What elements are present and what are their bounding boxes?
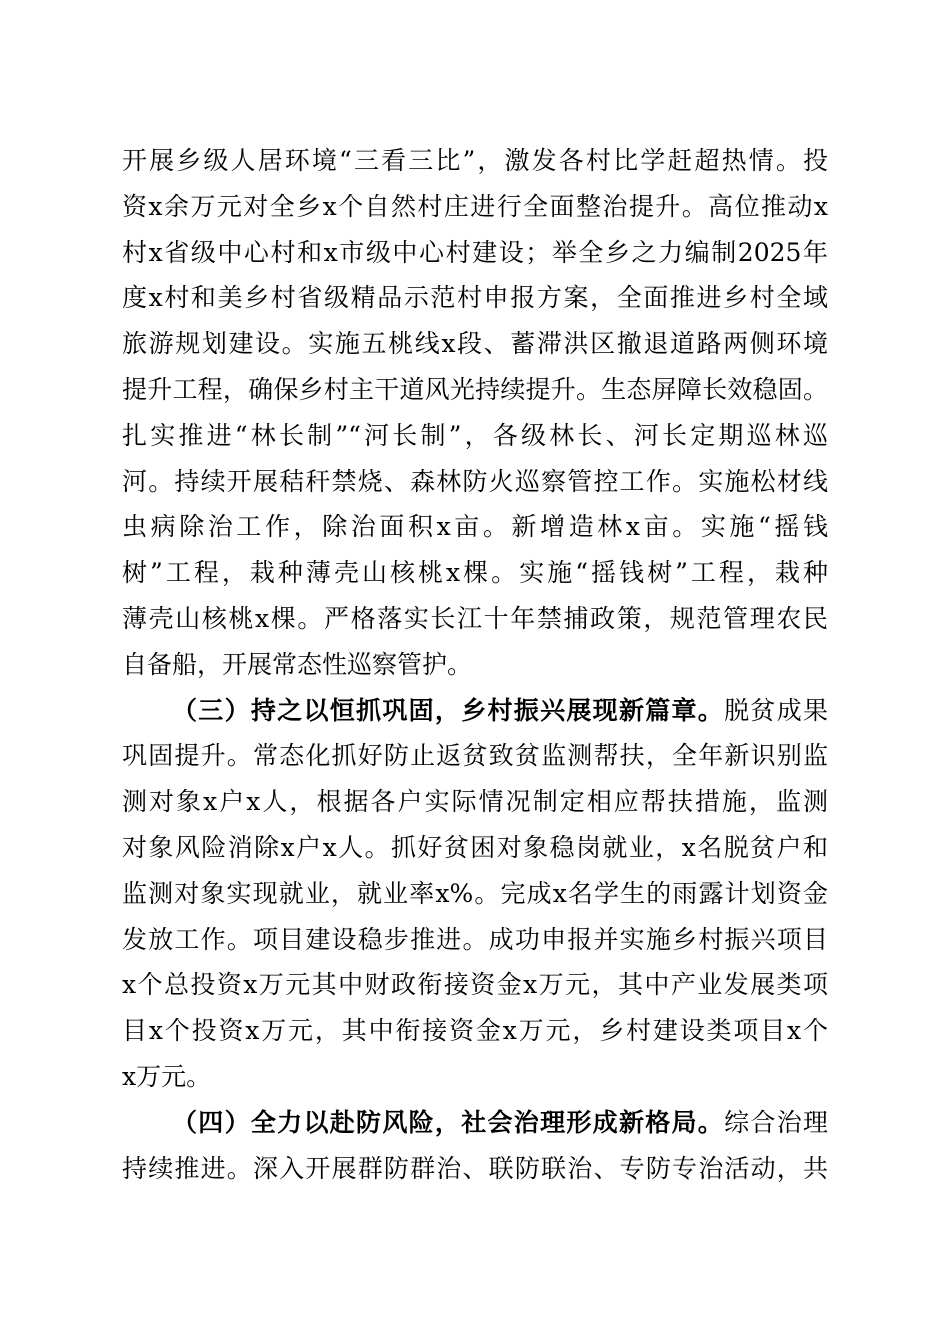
section-heading-3: （三）持之以恒抓巩固，乡村振兴展现新篇章。 — [172, 695, 725, 725]
text-line: 旅游规划建设。实施五桃线x段、蓄滞洪区撤退道路两侧环境 — [122, 329, 828, 359]
text-line: x万元。 — [122, 1061, 212, 1091]
text-line: 河。持续开展秸秆禁烧、森林防火巡察管控工作。实施松材线 — [122, 466, 828, 496]
text-line: 监测对象实现就业，就业率x%。完成x名学生的雨露计划资金 — [122, 878, 828, 908]
paragraph-1 — [122, 138, 828, 688]
heading-line-rest: 综合治理 — [724, 1107, 828, 1137]
text-line: 开展乡级人居环境“三看三比”，激发各村比学赶超热情。投 — [122, 146, 828, 175]
text-line: 资x余万元对全乡x个自然村庄进行全面整治提升。高位推动x — [122, 191, 828, 221]
text-line: 目x个投资x万元，其中衔接资金x万元，乡村建设类项目x个 — [122, 1016, 828, 1046]
text-line: 持续推进。深入开展群防群治、联防联治、专防专治活动，共 — [122, 1153, 828, 1183]
text-line: 树”工程，栽种薄壳山核桃x棵。实施“摇钱树”工程，栽种 — [122, 558, 828, 588]
paragraph-2 — [122, 688, 828, 1100]
text-line: 对象风险消除x户x人。抓好贫困对象稳岗就业，x名脱贫户和 — [122, 832, 828, 862]
paragraph-3 — [122, 1100, 828, 1192]
text-line: 测对象x户x人，根据各户实际情况制定相应帮扶措施，监测 — [122, 787, 828, 817]
text-line: 度x村和美乡村省级精品示范村申报方案，全面推进乡村全域 — [122, 283, 828, 313]
section-heading-4: （四）全力以赴防风险，社会治理形成新格局。 — [172, 1107, 725, 1137]
text-line: 薄壳山核桃x棵。严格落实长江十年禁捕政策，规范管理农民 — [122, 603, 828, 633]
section-heading-line — [122, 1100, 828, 1146]
text-line: 扎实推进“林长制”“河长制”，各级林长、河长定期巡林巡 — [122, 420, 828, 450]
text-line: 巩固提升。常态化抓好防止返贫致贫监测帮扶，全年新识别监 — [122, 741, 828, 771]
text-line: 村x省级中心村和x市级中心村建设；举全乡之力编制2025年 — [122, 237, 828, 267]
text-line: 自备船，开展常态性巡察管护。 — [122, 649, 473, 679]
heading-line-rest: 脱贫成果 — [724, 695, 828, 725]
text-line: 虫病除治工作，除治面积x亩。新增造林x亩。实施“摇钱 — [122, 512, 828, 542]
text-line: 发放工作。项目建设稳步推进。成功申报并实施乡村振兴项目 — [122, 924, 828, 954]
document-page — [122, 138, 828, 1191]
text-line: 提升工程，确保乡村主干道风光持续提升。生态屏障长效稳固。 — [122, 374, 828, 404]
text-line: x个总投资x万元其中财政衔接资金x万元，其中产业发展类项 — [122, 970, 828, 1000]
section-heading-line — [122, 688, 828, 734]
